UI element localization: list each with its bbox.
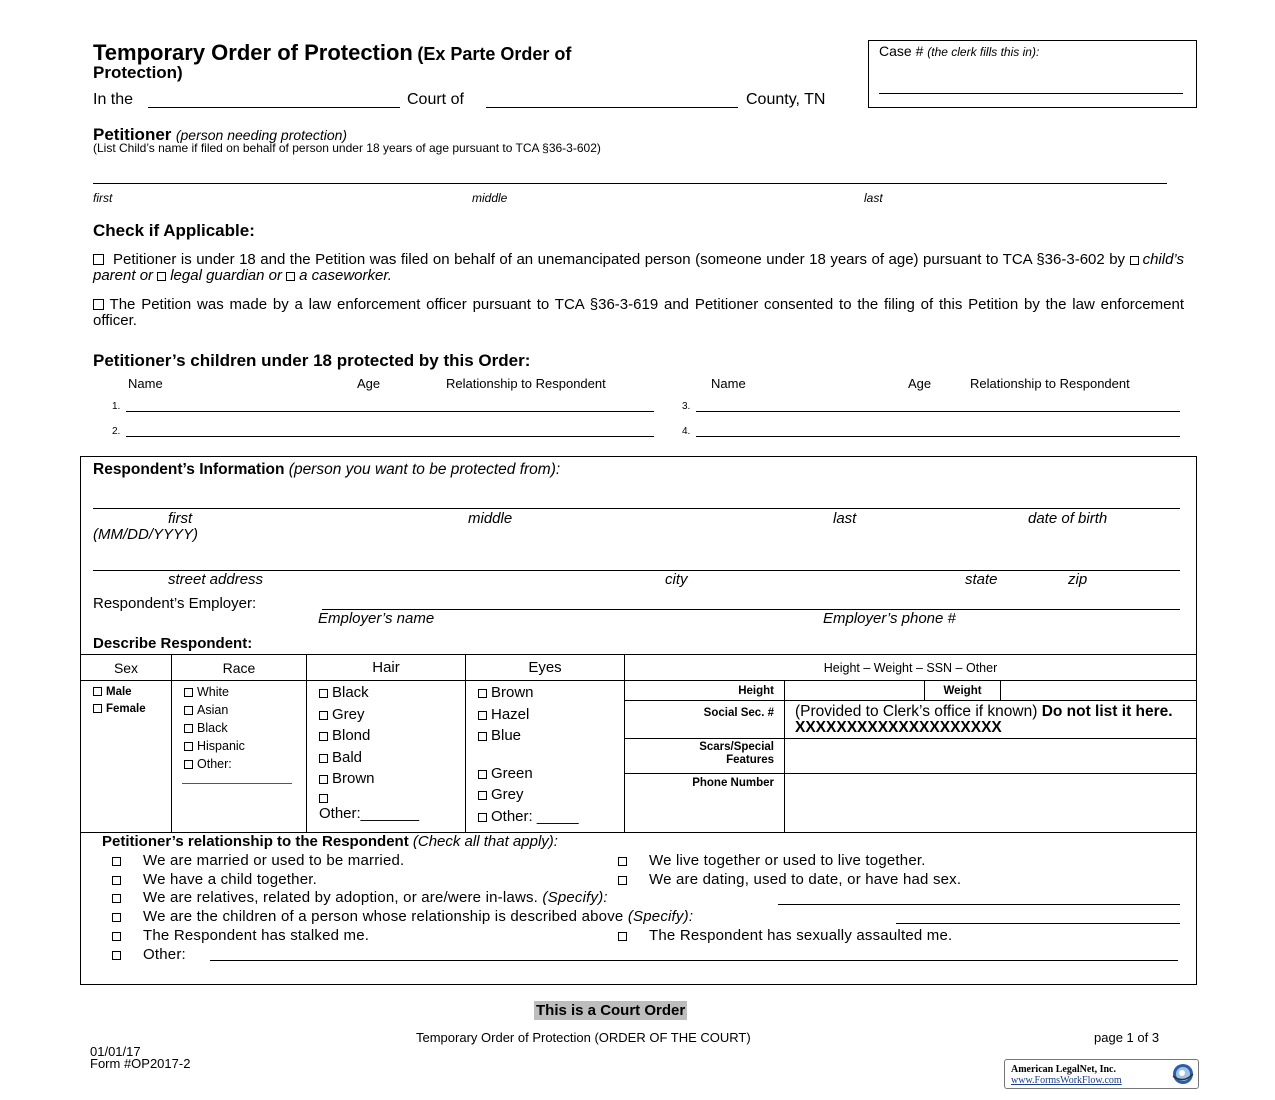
applicable-item-1: Petitioner is under 18 and the Petition was filed on behalf of an unemancipated person (someone under 18 years of age) pursuant to TCA §36-3-602 by child’s parent or legal guardian or a caseworker. [93, 251, 1184, 284]
children-col-age-1: Age [357, 376, 381, 391]
respondent-street-label: street address [168, 571, 264, 588]
scars-field[interactable] [785, 739, 1197, 773]
sex-male[interactable]: Male [81, 684, 171, 701]
respondent-name-field[interactable] [93, 508, 1180, 509]
children-col-rel-2: Relationship to Respondent [970, 376, 1130, 391]
case-number-field[interactable] [879, 93, 1183, 94]
petitioner-name-field[interactable] [93, 183, 1167, 184]
race-white[interactable]: White [172, 683, 306, 701]
eyes-other[interactable]: Other: _____ [466, 806, 624, 828]
court-name-field[interactable] [148, 107, 400, 108]
child-number-4: 4. [682, 426, 691, 437]
child-number-3: 3. [682, 401, 691, 412]
children-col-rel-1: Relationship to Respondent [446, 376, 606, 391]
children-heading: Petitioner’s children under 18 protected by this Order: [93, 351, 531, 370]
children-col-age-2: Age [908, 376, 932, 391]
eyes-options [466, 681, 625, 833]
caseworker-checkbox[interactable] [286, 272, 295, 281]
weight-label: Weight [925, 681, 1001, 701]
eyes-brown[interactable]: Brown [466, 682, 624, 704]
rel-children-field[interactable] [896, 923, 1180, 924]
rel-relatives-field[interactable] [778, 904, 1180, 905]
form-date: 01/01/17 [90, 1044, 141, 1059]
rel-dating[interactable]: We are dating, used to date, or have had sex. [618, 871, 961, 888]
under18-checkbox[interactable] [93, 254, 104, 265]
race-asian[interactable]: Asian [172, 701, 306, 719]
petitioner-note: (List Child’s name if filed on behalf of person under 18 years of age pursuant to TCA §36-3-602) [93, 141, 601, 155]
applicable-heading: Check if Applicable: [93, 221, 255, 240]
rel-stalked[interactable]: The Respondent has stalked me. [112, 927, 369, 944]
sex-header: Sex [81, 655, 172, 681]
guardian-checkbox[interactable] [157, 272, 166, 281]
eyes-grey[interactable]: Grey [466, 784, 624, 806]
ssn-label: Social Sec. # [625, 701, 785, 739]
case-label: Case # [879, 43, 924, 59]
phone-field[interactable] [785, 773, 1197, 832]
rel-child[interactable]: We have a child together. [112, 871, 317, 888]
employer-phone-label: Employer’s phone # [823, 610, 956, 627]
child-number-1: 1. [112, 401, 121, 412]
ssn-field[interactable]: (Provided to Clerk’s office if known) Do not list it here. XXXXXXXXXXXXXXXXXXXX [785, 701, 1197, 739]
law-enforcement-checkbox[interactable] [93, 299, 104, 310]
petitioner-last-label: last [864, 191, 883, 205]
eyes-blue[interactable]: Blue [466, 725, 624, 747]
weight-field[interactable] [1001, 681, 1197, 701]
hair-brown[interactable]: Brown [307, 768, 465, 790]
rel-married[interactable]: We are married or used to be married. [112, 852, 404, 869]
respondent-heading: Respondent’s Information (person you want to be protected from): [93, 461, 561, 478]
employer-name-label: Employer’s name [318, 610, 435, 627]
hair-bald[interactable]: Bald [307, 747, 465, 769]
sex-options [81, 681, 172, 833]
hair-blond[interactable]: Blond [307, 725, 465, 747]
hair-header: Hair [307, 655, 466, 681]
footer-center: Temporary Order of Protection (ORDER OF THE COURT) [416, 1030, 751, 1045]
race-hispanic[interactable]: Hispanic [172, 737, 306, 755]
child-field-1[interactable] [126, 411, 654, 412]
rel-relatives[interactable]: We are relatives, related by adoption, or are/were in-laws. (Specify): [112, 889, 608, 906]
legalnet-logo [1004, 1059, 1199, 1089]
form-number: Form #OP2017-2 [90, 1056, 191, 1071]
county-tn-label: County, TN [746, 91, 826, 108]
race-other-field[interactable] [182, 783, 292, 784]
rel-assault[interactable]: The Respondent has sexually assaulted me. [618, 927, 952, 944]
logo-url[interactable]: www.FormsWorkFlow.com [1011, 1075, 1122, 1086]
petitioner-heading: Petitioner (person needing protection) [93, 125, 348, 144]
hair-other[interactable]: Other:_______ [307, 790, 465, 822]
child-field-4[interactable] [696, 436, 1180, 437]
parent-checkbox[interactable] [1130, 256, 1139, 265]
employer-label: Respondent’s Employer: [93, 595, 257, 612]
rel-children[interactable]: We are the children of a person whose relationship is described above (Specify): [112, 908, 693, 925]
employer-field[interactable] [322, 609, 1180, 610]
respondent-last-label: last [833, 510, 857, 527]
eyes-header: Eyes [466, 655, 625, 681]
page-number: page 1 of 3 [1094, 1030, 1160, 1045]
globe-icon [1171, 1062, 1195, 1086]
rel-other[interactable]: Other: [112, 946, 186, 963]
page-title-cont: Protection) [93, 63, 183, 82]
respondent-middle-label: middle [468, 510, 513, 527]
county-field[interactable] [486, 107, 738, 108]
child-number-2: 2. [112, 426, 121, 437]
respondent-city-label: city [665, 571, 688, 588]
applicable-item-2: The Petition was made by a law enforcement officer pursuant to TCA §36-3-619 and Petitioner consented to the filing of this Petition by the law enforcement officer. [93, 296, 1184, 329]
petitioner-middle-label: middle [472, 191, 508, 205]
eyes-hazel[interactable]: Hazel [466, 704, 624, 726]
respondent-first-label: first [168, 510, 193, 527]
page-title: Temporary Order of Protection (Ex Parte Order of [93, 40, 572, 65]
hair-grey[interactable]: Grey [307, 704, 465, 726]
rel-live-together[interactable]: We live together or used to live together. [618, 852, 926, 869]
respondent-dob-label: date of birth [1028, 510, 1108, 527]
race-header: Race [172, 655, 307, 681]
eyes-green[interactable]: Green [466, 763, 624, 785]
court-order-banner: This is a Court Order [536, 1002, 686, 1019]
race-other[interactable]: Other: [172, 755, 306, 773]
describe-table [80, 654, 1197, 833]
relationship-heading: Petitioner’s relationship to the Respondent (Check all that apply): [102, 833, 558, 850]
respondent-state-label: state [965, 571, 998, 588]
case-note: (the clerk fills this in): [927, 45, 1040, 59]
race-black[interactable]: Black [172, 719, 306, 737]
respondent-dob-format: (MM/DD/YYYY) [93, 526, 198, 543]
hair-options [307, 681, 466, 833]
race-options [172, 681, 307, 833]
children-col-name-2: Name [711, 376, 746, 391]
child-field-3[interactable] [696, 411, 1180, 412]
child-field-2[interactable] [126, 436, 654, 437]
court-of-label: Court of [407, 91, 464, 108]
sex-female[interactable]: Female [81, 701, 171, 718]
scars-label: Scars/Special Features [625, 739, 785, 773]
logo-name: American LegalNet, Inc. [1011, 1064, 1116, 1075]
height-field[interactable] [785, 681, 925, 701]
in-the-label: In the [93, 91, 134, 108]
hair-black[interactable]: Black [307, 682, 465, 704]
height-label: Height [625, 681, 785, 701]
hw-header: Height – Weight – SSN – Other [625, 655, 1197, 681]
rel-other-field[interactable] [210, 960, 1178, 961]
children-col-name-1: Name [128, 376, 163, 391]
case-number-box [868, 40, 1197, 108]
phone-label: Phone Number [625, 773, 785, 832]
respondent-zip-label: zip [1068, 571, 1088, 588]
petitioner-first-label: first [93, 191, 113, 205]
describe-heading: Describe Respondent: [93, 635, 253, 652]
